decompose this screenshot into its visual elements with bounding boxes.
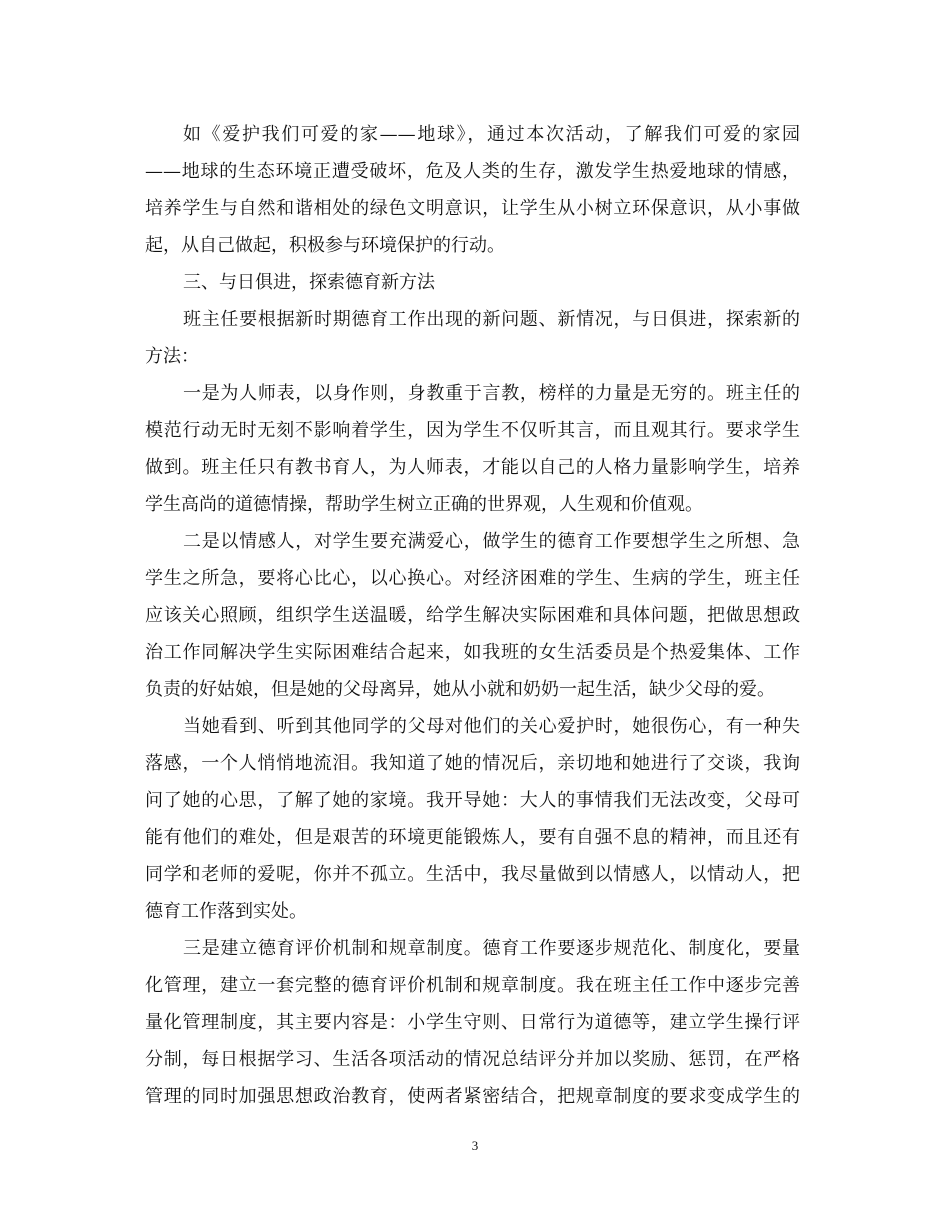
text-line: 一是为人师表，以身作则，身教重于言教，榜样的力量是无穷的。班主任的 xyxy=(183,383,800,404)
text-line: 同学和老师的爱呢，你并不孤立。生活中，我尽量做到以情感人，以情动人，把 xyxy=(145,864,800,885)
text-line: ——地球的生态环境正遭受破坏，危及人类的生存，激发学生热爱地球的情感， xyxy=(145,161,800,182)
text-line: 量化管理制度，其主要内容是：小学生守则、日常行为道德等，建立学生操行评 xyxy=(145,1012,800,1033)
text-line: 问了她的心思，了解了她的家境。我开导她：大人的事情我们无法改变，父母可 xyxy=(145,790,800,811)
page-number: 3 xyxy=(471,1138,479,1153)
document-body xyxy=(145,116,800,1115)
text-line: 落感，一个人悄悄地流泪。我知道了她的情况后，亲切地和她进行了交谈，我询 xyxy=(145,753,800,774)
text-line: 学生之所急，要将心比心，以心换心。对经济困难的学生、生病的学生，班主任 xyxy=(145,568,800,589)
text-line: 德育工作落到实处。 xyxy=(145,901,307,922)
text-line: 能有他们的难处，但是艰苦的环境更能锻炼人，要有自强不息的精神，而且还有 xyxy=(145,827,800,848)
text-line: 二是以情感人，对学生要充满爱心，做学生的德育工作要想学生之所想、急 xyxy=(183,531,800,552)
text-line: 做到。班主任只有教书育人，为人师表，才能以自己的人格力量影响学生，培养 xyxy=(145,457,800,478)
text-line: 起，从自己做起，积极参与环境保护的行动。 xyxy=(145,235,505,256)
text-line: 如《爱护我们可爱的家——地球》，通过本次活动，了解我们可爱的家园 xyxy=(183,124,800,145)
text-line: 三是建立德育评价机制和规章制度。德育工作要逐步规范化、制度化，要量 xyxy=(183,938,800,959)
text-line: 管理的同时加强思想政治教育，使两者紧密结合，把规章制度的要求变成学生的 xyxy=(145,1086,800,1107)
text-line: 分制，每日根据学习、生活各项活动的情况总结评分并加以奖励、惩罚，在严格 xyxy=(145,1049,800,1070)
text-line: 培养学生与自然和谐相处的绿色文明意识，让学生从小树立环保意识，从小事做 xyxy=(145,198,800,219)
text-line: 负责的好姑娘，但是她的父母离异，她从小就和奶奶一起生活，缺少父母的爱。 xyxy=(145,679,775,700)
text-line: 学生高尚的道德情操，帮助学生树立正确的世界观，人生观和价值观。 xyxy=(145,494,703,515)
text-line: 班主任要根据新时期德育工作出现的新问题、新情况，与日俱进，探索新的 xyxy=(183,309,800,330)
text-line: 方法： xyxy=(145,346,199,367)
text-line: 化管理，建立一套完整的德育评价机制和规章制度。我在班主任工作中逐步完善 xyxy=(145,975,800,996)
text-line: 治工作同解决学生实际困难结合起来，如我班的女生活委员是个热爱集体、工作 xyxy=(145,642,800,663)
text-line: 应该关心照顾，组织学生送温暖，给学生解决实际困难和具体问题，把做思想政 xyxy=(145,605,800,626)
section-heading: 三、与日俱进，探索德育新方法 xyxy=(183,272,435,293)
text-line: 当她看到、听到其他同学的父母对他们的关心爱护时，她很伤心，有一种失 xyxy=(183,716,800,737)
text-line: 模范行动无时无刻不影响着学生，因为学生不仅听其言，而且观其行。要求学生 xyxy=(145,420,800,441)
